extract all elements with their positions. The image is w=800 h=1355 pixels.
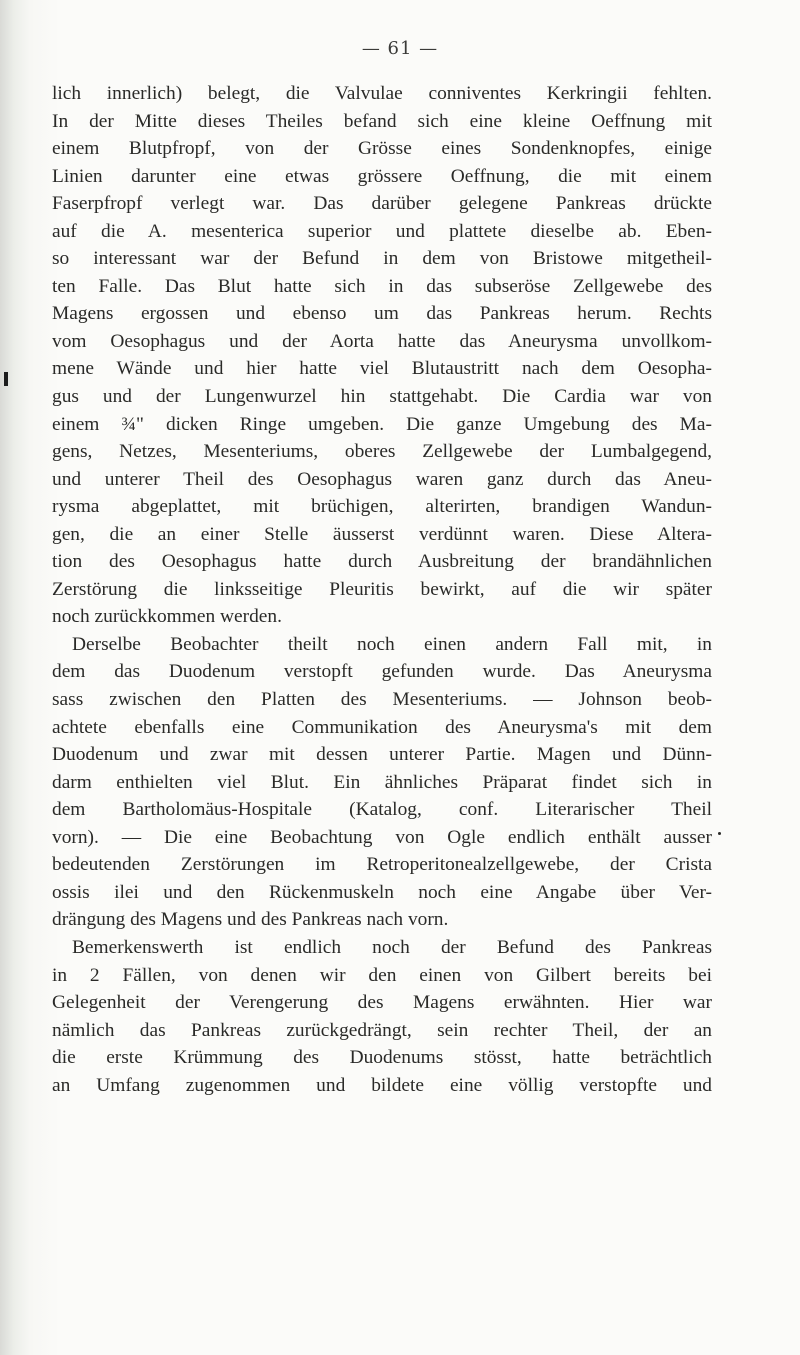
text-line: die erste Krümmung des Duodenums stösst, hatte beträchtlich (52, 1047, 712, 1069)
text-line: In der Mitte dieses Theiles befand sich eine kleine Oeffnung mit (52, 110, 712, 132)
text-line: ossis ilei und den Rückenmuskeln noch eine Angabe über Ver- (52, 881, 712, 903)
text-line: mene Wände und hier hatte viel Blutaustritt nach dem Oesopha- (52, 358, 712, 380)
text-line: so interessant war der Befund in dem von Bristowe mitgetheil- (52, 248, 712, 270)
text-line: und unterer Theil des Oesophagus waren ganz durch das Aneu- (52, 468, 712, 490)
text-line: achtete ebenfalls eine Communikation des Aneurysma's mit dem (52, 716, 712, 738)
text-line: rysma abgeplattet, mit brüchigen, alterirten, brandigen Wandun- (52, 496, 712, 518)
text-line: einem Blutpfropf, von der Grösse eines Sondenknopfes, einige (52, 138, 712, 160)
ink-speck (718, 832, 721, 835)
text-line: an Umfang zugenommen und bildete eine völlig verstopfte und (52, 1074, 712, 1096)
text-line: in 2 Fällen, von denen wir den einen von Gilbert bereits bei (52, 964, 712, 986)
text-line: Faserpfropf verlegt war. Das darüber gelegene Pankreas drückte (52, 193, 712, 215)
text-line: gen, die an einer Stelle äusserst verdünnt waren. Diese Altera- (52, 523, 712, 545)
paragraph-end-line: drängung des Magens und des Pankreas nach vorn. (52, 909, 449, 931)
text-line: Zerstörung die linksseitige Pleuritis bewirkt, auf die wir später (52, 578, 712, 600)
text-line: tion des Oesophagus hatte durch Ausbreitung der brandähnlichen (52, 551, 712, 573)
text-line: Gelegenheit der Verengerung des Magens erwähnten. Hier war (52, 992, 712, 1014)
margin-mark (4, 372, 8, 386)
text-line: Linien darunter eine etwas grössere Oeffnung, die mit einem (52, 165, 712, 187)
text-line: Duodenum und zwar mit dessen unterer Partie. Magen und Dünn- (52, 744, 712, 766)
text-line: bedeutenden Zerstörungen im Retroperitonealzellgewebe, der Crista (52, 854, 712, 876)
text-line: sass zwischen den Platten des Mesenteriums. — Johnson beob- (52, 689, 712, 711)
text-line: dem Bartholomäus-Hospitale (Katalog, conf. Literarischer Theil (52, 799, 712, 821)
text-line: vom Oesophagus und der Aorta hatte das Aneurysma unvollkom- (52, 330, 712, 352)
text-line: gens, Netzes, Mesenteriums, oberes Zellgewebe der Lumbalgegend, (52, 441, 712, 463)
paragraph-start-line: Derselbe Beobachter theilt noch einen andern Fall mit, in (72, 633, 712, 655)
paragraph-start-line: Bemerkenswerth ist endlich noch der Befund des Pankreas (72, 936, 712, 958)
text-line: einem ¾" dicken Ringe umgeben. Die ganze Umgebung des Ma- (52, 413, 712, 435)
text-line: auf die A. mesenterica superior und plattete dieselbe ab. Eben- (52, 220, 712, 242)
body-text (52, 80, 712, 1099)
page-number: — 61 — (361, 38, 439, 59)
text-line: nämlich das Pankreas zurückgedrängt, sein rechter Theil, der an (52, 1019, 712, 1041)
text-line: lich innerlich) belegt, die Valvulae conniventes Kerkringii fehlten. (52, 83, 712, 104)
text-line: ten Falle. Das Blut hatte sich in das subseröse Zellgewebe des (52, 275, 712, 297)
text-line: Magens ergossen und ebenso um das Pankreas herum. Rechts (52, 303, 712, 325)
paragraph-end-line: noch zurückkommen werden. (52, 606, 282, 628)
text-line: vorn). — Die eine Beobachtung von Ogle endlich enthält ausser (52, 826, 712, 848)
text-line: gus und der Lungenwurzel hin stattgehabt. Die Cardia war von (52, 386, 712, 408)
text-line: dem das Duodenum verstopft gefunden wurde. Das Aneurysma (52, 661, 712, 683)
text-line: darm enthielten viel Blut. Ein ähnliches Präparat findet sich in (52, 771, 712, 793)
